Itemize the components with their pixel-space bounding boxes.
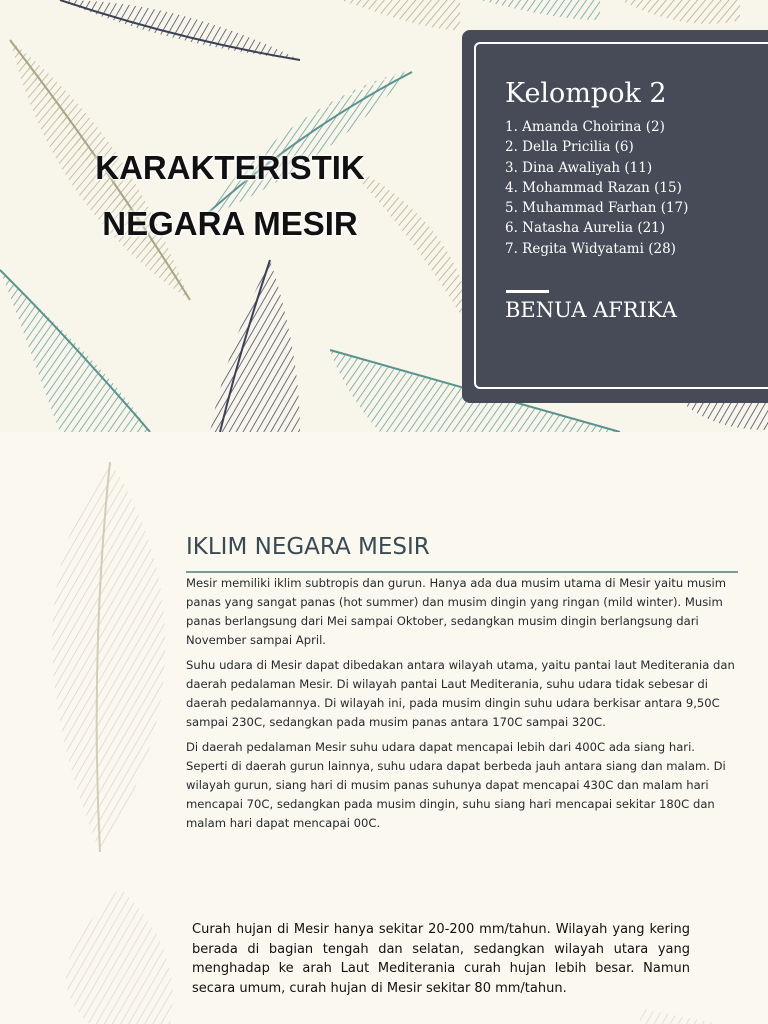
climate-paragraph: Suhu udara di Mesir dapat dibedakan antara wilayah utama, yaitu pantai laut Mediterania dan daerah pedalaman Mesir. Di wilayah pantai Laut Mediterania, suhu udara tidak sebesar di daerah pedalamannya. Di wilayah ini, pada musim dingin suhu udara berkisar antara 9,50C sampai 230C, sedangkan pada musim panas antara 170C sampai 320C. [186,658,735,729]
feather-navy-bottom-right [680,400,768,430]
title-rule [186,571,738,573]
member-item: 5. Muhammad Farhan (17) [505,200,689,217]
member-item: 6. Natasha Aurelia (21) [505,220,666,237]
cover-title-line1: KARAKTERISTIK [95,149,365,186]
feather-navy-top [60,0,300,60]
member-item: 3. Dina Awaliyah (11) [505,159,653,176]
member-item: 2. Della Pricilia (6) [505,139,634,156]
section-title: IKLIM NEGARA MESIR [186,534,430,560]
climate-body [186,574,738,839]
climate-slide [0,432,768,868]
divider [506,290,549,293]
group-title: Kelompok 2 [505,78,667,109]
continent-label: BENUA AFRIKA [505,298,677,322]
member-item: 7. Regita Widyatami (28) [505,240,676,257]
feather-teal-top-right [480,0,740,24]
feather-teal-bottom-left [0,270,150,432]
member-item: 1. Amanda Choirina (2) [505,119,665,135]
feather-navy-bottom [210,260,300,432]
cover-title-line2: NEGARA MESIR [102,205,358,242]
rainfall-slide [0,868,768,1024]
rainfall-paragraph: Curah hujan di Mesir hanya sekitar 20-200 mm/tahun. Wilayah yang kering berada di bagian tengah dan selatan, sedangkan wilayah utara yang menghadap ke arah Laut Mediterania curah hujan lebih besar. Namun secara umum, curah hujan di Mesir sekitar 80 mm/tahun. [192,922,690,996]
cover-title [60,140,400,252]
member-list [505,117,688,259]
member-item: 4. Mohammad Razan (15) [505,179,682,196]
climate-paragraph: Mesir memiliki iklim subtropis dan gurun. Hanya ada dua musim utama di Mesir yaitu musim panas yang sangat panas (hot summer) dan musim dingin yang ringan (mild winter). Musim panas berlangsung dari Mei sampai Oktober, sedangkan musim dingin berlangsung dari November sampai April. [186,576,727,647]
cover-slide [0,0,768,432]
climate-paragraph: Di daerah pedalaman Mesir suhu udara dapat mencapai lebih dari 400C ada siang hari. Seperti di daerah gurun lainnya, suhu udara dapat berbeda jauh antara siang dan malam. Di wilayah gurun, siang hari di musim panas suhunya dapat mencapai 430C dan malam hari mencapai 70C, sedangkan pada musim dingin, suhu siang hari mencapai sekitar 180C dan malam hari dapat mencapai 00C. [186,740,726,830]
